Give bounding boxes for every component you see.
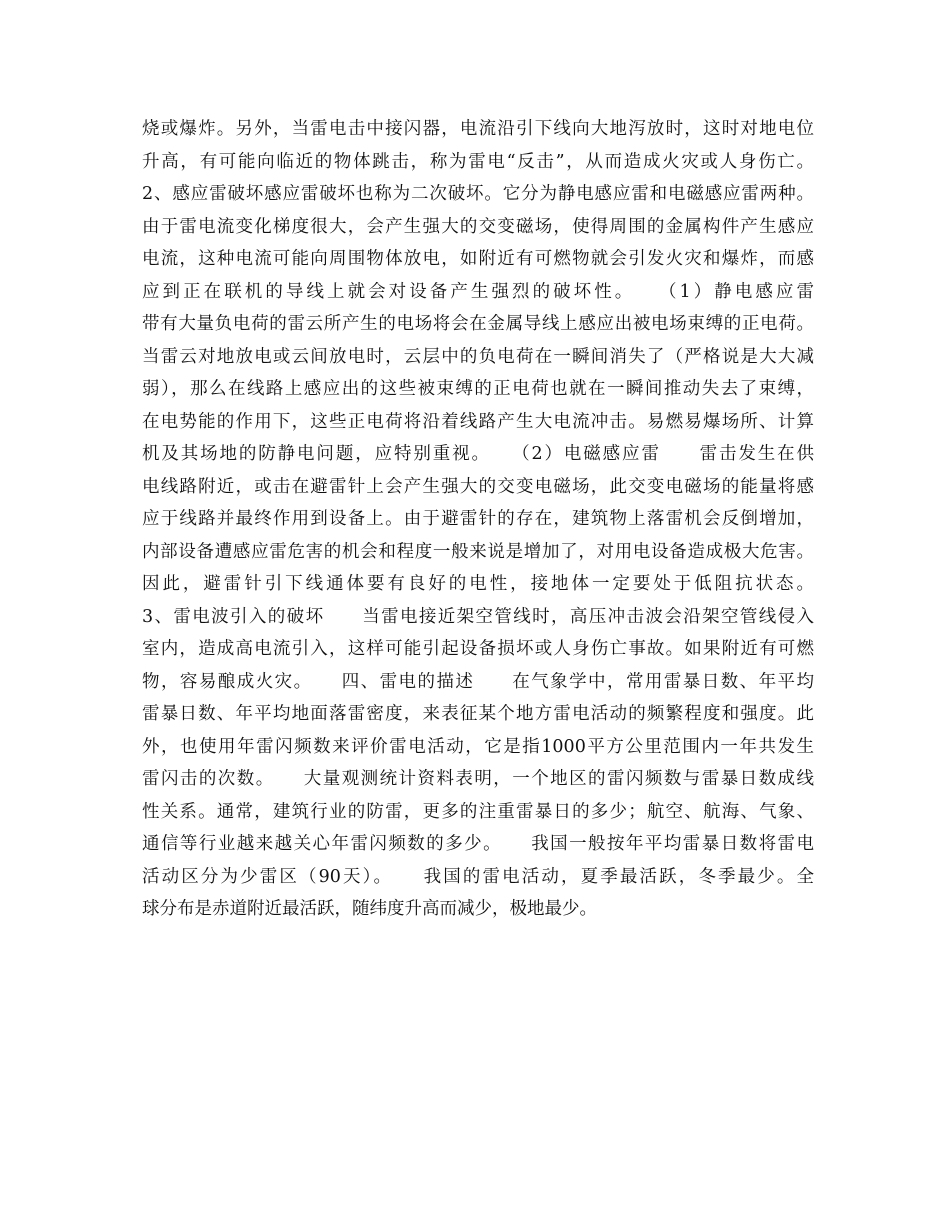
text-line: 烧或爆炸。另外，当雷电击中接闪器，电流沿引下线向大地泻放时，这时对地电位 xyxy=(142,119,814,139)
body-text xyxy=(142,113,814,926)
text-line: 在电势能的作用下，这些正电荷将沿着线路产生大电流冲击。易燃易爆场所、计算 xyxy=(142,411,814,432)
text-line: 物，容易酿成火灾。 四、雷电的描述 在气象学中，常用雷暴日数、年平均 xyxy=(142,671,814,692)
text-line: 当雷云对地放电或云间放电时，云层中的负电荷在一瞬间消失了（严格说是大大减 xyxy=(142,346,814,367)
text-line: 弱），那么在线路上感应出的这些被束缚的正电荷也就在一瞬间推动失去了束缚， xyxy=(142,379,814,399)
text-line: 外，也使用年雷闪频数来评价雷电活动，它是指1000平方公里范围内一年共发生 xyxy=(142,736,814,757)
text-line: 球分布是赤道附近最活跃，随纬度升高而减少，极地最少。 xyxy=(142,899,597,919)
text-line: 室内，造成高电流引入，这样可能引起设备损坏或人身伤亡事故。如果附近有可燃 xyxy=(142,639,814,659)
text-line: 应于线路并最终作用到设备上。由于避雷针的存在，建筑物上落雷机会反倒增加， xyxy=(142,509,814,529)
text-line: 机及其场地的防静电问题，应特别重视。 （2）电磁感应雷 雷击发生在供 xyxy=(142,444,814,464)
text-line: 性关系。通常，建筑行业的防雷，更多的注重雷暴日的多少；航空、航海、气象、 xyxy=(142,801,814,822)
text-line: 2、感应雷破坏感应雷破坏也称为二次破坏。它分为静电感应雷和电磁感应雷两种。 xyxy=(142,184,814,204)
text-line: 因此，避雷针引下线通体要有良好的电性，接地体一定要处于低阻抗状态。 xyxy=(142,574,814,594)
text-line: 带有大量负电荷的雷云所产生的电场将会在金属导线上感应出被电场束缚的正电荷。 xyxy=(142,314,814,334)
text-line: 由于雷电流变化梯度很大，会产生强大的交变磁场，使得周围的金属构件产生感应 xyxy=(142,216,814,237)
text-line: 3、雷电波引入的破坏 当雷电接近架空管线时，高压冲击波会沿架空管线侵入 xyxy=(142,606,814,627)
text-line: 通信等行业越来越关心年雷闪频数的多少。 我国一般按年平均雷暴日数将雷电 xyxy=(142,834,814,854)
text-line: 应到正在联机的导线上就会对设备产生强烈的破坏性。 （1）静电感应雷 xyxy=(142,281,814,302)
text-line: 活动区分为少雷区（90天）。 我国的雷电活动，夏季最活跃，冬季最少。全 xyxy=(142,866,814,887)
text-line: 内部设备遭感应雷危害的机会和程度一般来说是增加了，对用电设备造成极大危害。 xyxy=(142,541,814,562)
text-line: 电线路附近，或击在避雷针上会产生强大的交变电磁场，此交变电磁场的能量将感 xyxy=(142,476,814,497)
text-line: 雷闪击的次数。 大量观测统计资料表明，一个地区的雷闪频数与雷暴日数成线 xyxy=(142,769,814,789)
text-line: 升高，有可能向临近的物体跳击，称为雷电“反击”，从而造成火灾或人身伤亡。 xyxy=(142,151,814,172)
text-line: 雷暴日数、年平均地面落雷密度，来表征某个地方雷电活动的频繁程度和强度。此 xyxy=(142,704,814,724)
text-line: 电流，这种电流可能向周围物体放电，如附近有可燃物就会引发火灾和爆炸，而感 xyxy=(142,249,814,269)
